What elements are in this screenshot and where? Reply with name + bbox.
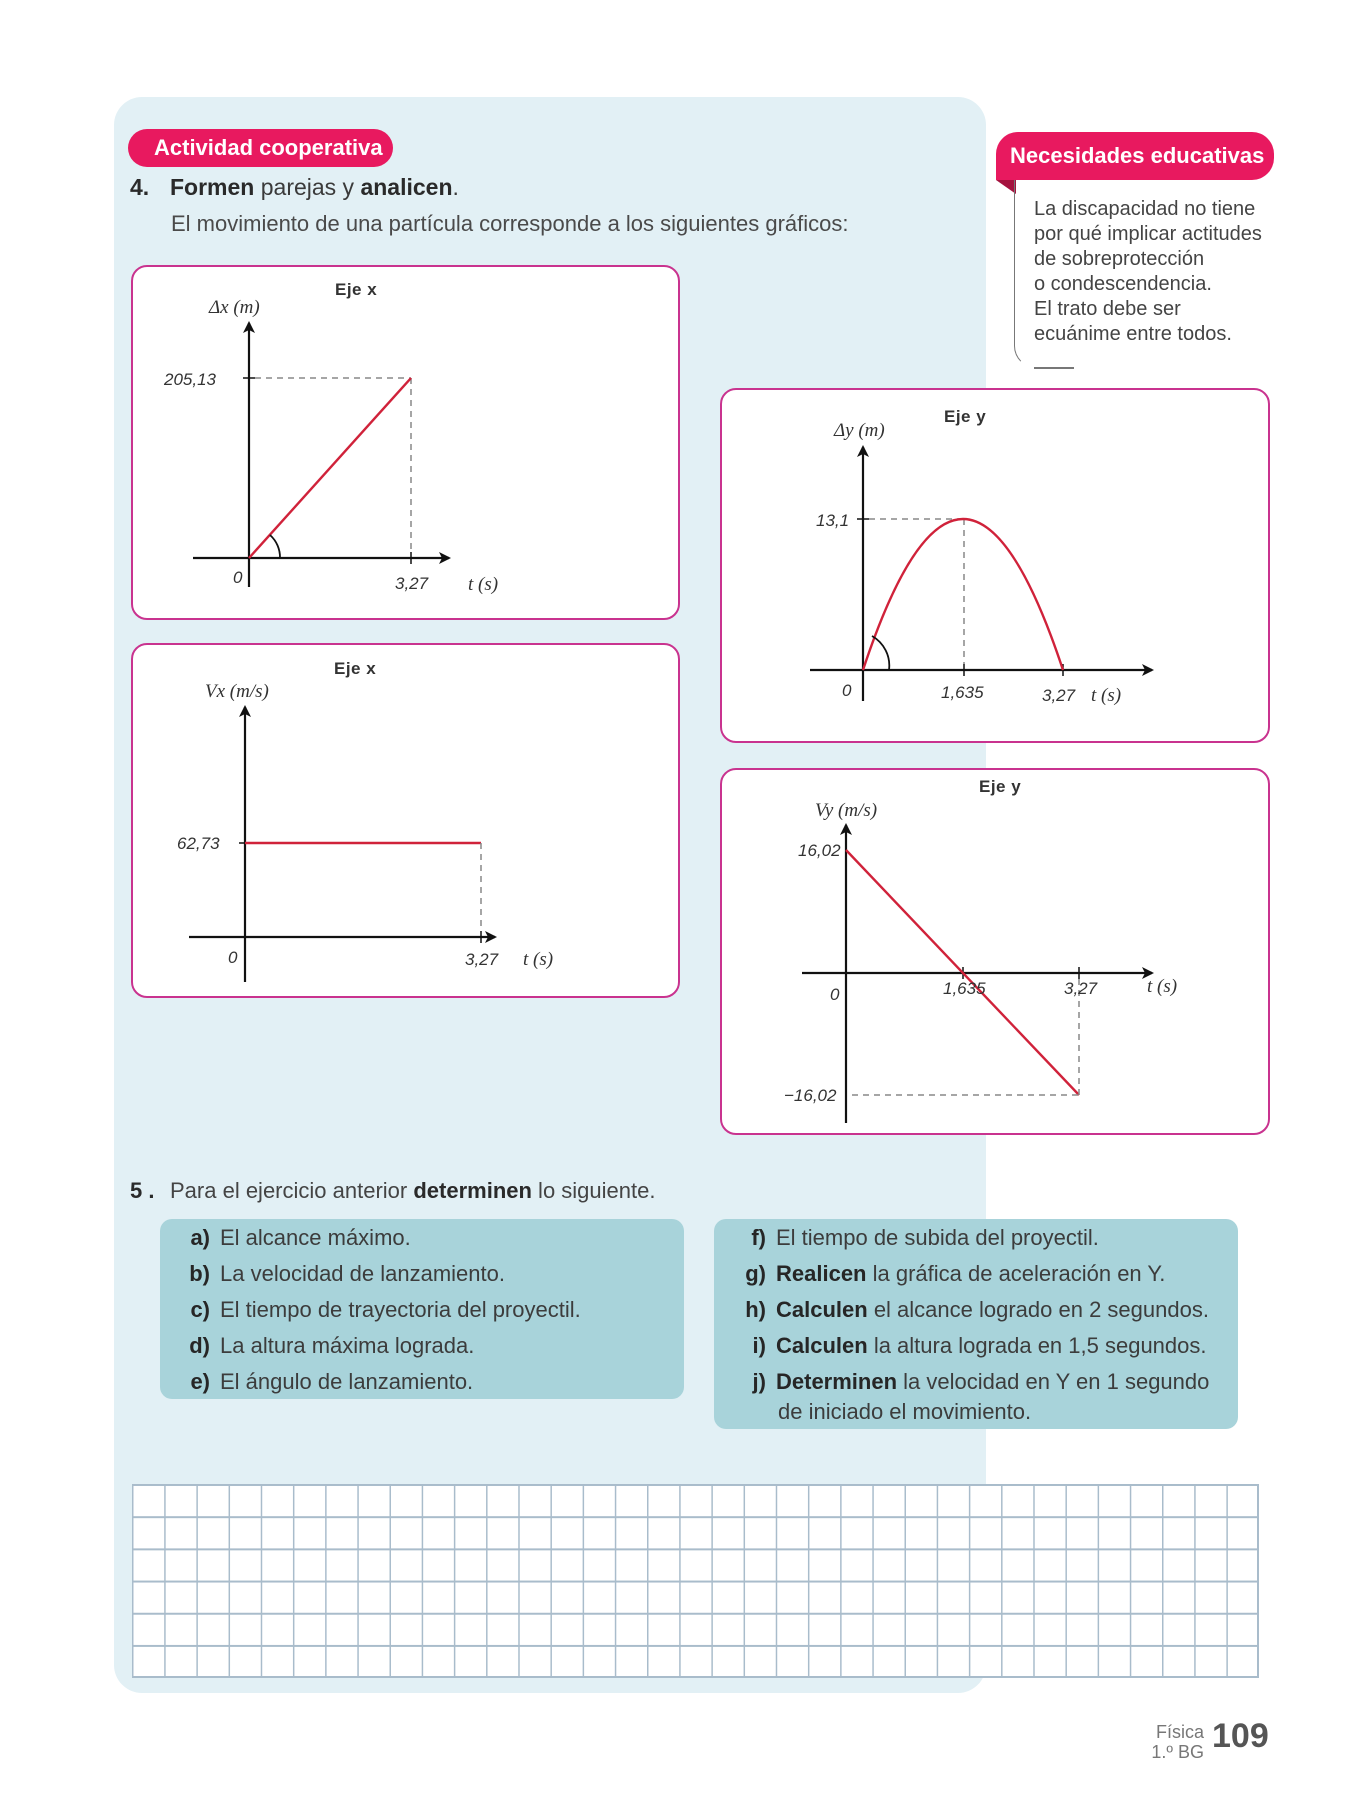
origin-label: 0: [228, 948, 238, 967]
task-list-left: [160, 1219, 684, 1399]
chart-title: Eje y: [979, 777, 1022, 796]
task-list-right: [714, 1219, 1238, 1429]
item-text: [776, 1225, 1099, 1251]
chart-svg: [722, 770, 1272, 1137]
instruction-text: parejas y: [254, 174, 361, 200]
needs-line: o condescendencia.: [1034, 273, 1212, 295]
chart-svg: [133, 645, 682, 1000]
answer-grid[interactable]: [132, 1484, 1259, 1678]
item-text: [776, 1369, 1209, 1395]
y-tick-neg-label: −16,02: [784, 1086, 837, 1105]
chart-displacement-x: [131, 265, 680, 620]
instruction-verb: Formen: [170, 174, 255, 200]
x-axis-label: t (s): [1091, 685, 1122, 706]
x-tick-label: 3,27: [1064, 979, 1098, 998]
y-tick-label: 13,1: [816, 511, 850, 530]
x-axis-label: t (s): [1147, 976, 1178, 997]
instruction-text: Para el ejercicio anterior: [170, 1178, 414, 1203]
item-label: f): [751, 1225, 766, 1250]
bracket-underline: [1034, 367, 1074, 369]
chart-title: Eje x: [334, 659, 377, 678]
y-tick-label: 16,02: [798, 841, 841, 860]
subject-label: Física: [1155, 1722, 1204, 1742]
item-text-rest: la gráfica de aceleración en Y.: [866, 1261, 1166, 1286]
item-text: La altura máxima lograda.: [220, 1333, 475, 1358]
badge-fold: [996, 180, 1016, 194]
item-text: [776, 1261, 1165, 1287]
instruction-text: .: [452, 174, 459, 200]
item-text-rest: El tiempo de subida del proyectil.: [776, 1225, 1099, 1250]
item-label: b): [189, 1261, 210, 1286]
item-text-rest: la velocidad en Y en 1 segundo: [897, 1369, 1210, 1394]
item-label: e): [190, 1369, 210, 1394]
item-label: h): [745, 1297, 766, 1322]
y-axis-label: Vy (m/s): [815, 800, 878, 821]
item-label: g): [745, 1261, 766, 1286]
question-number: 4.: [130, 174, 150, 200]
item-text-rest: el alcance logrado en 2 segundos.: [867, 1297, 1209, 1322]
item-text: El ángulo de lanzamiento.: [220, 1369, 474, 1394]
x-tick-label: 3,27: [395, 574, 429, 593]
footer-subject: [1130, 1722, 1204, 1762]
x-tick-mid-label: 1,635: [941, 683, 984, 702]
needs-line: El trato debe ser: [1034, 298, 1181, 320]
needs-line: por qué implicar actitudes: [1034, 223, 1262, 245]
origin-label: 0: [842, 681, 852, 700]
chart-title: Eje y: [944, 407, 987, 426]
x-tick-label: 3,27: [1042, 686, 1076, 705]
item-label: a): [190, 1225, 210, 1250]
question-5-heading: [130, 1178, 655, 1204]
item-text: El alcance máximo.: [220, 1225, 411, 1250]
chart-svg: [722, 390, 1272, 745]
needs-line: La discapacidad no tiene: [1034, 198, 1256, 220]
y-axis-label: Δx (m): [209, 297, 260, 318]
chart-velocity-x: [131, 643, 680, 998]
x-tick-mid-label: 1,635: [943, 979, 986, 998]
y-axis-label: Vx (m/s): [205, 681, 269, 702]
item-text: de iniciado el movimiento.: [778, 1399, 1032, 1424]
item-verb: Calculen: [776, 1333, 868, 1358]
chart-displacement-y: [720, 388, 1270, 743]
item-label: d): [189, 1333, 210, 1358]
chart-velocity-y: [720, 768, 1270, 1135]
item-verb: Realicen: [776, 1261, 867, 1286]
x-axis-label: t (s): [468, 574, 499, 595]
special-needs-badge: Necesidades educativas: [996, 132, 1274, 180]
y-axis-label: Δy (m): [834, 420, 885, 441]
item-label: i): [752, 1333, 766, 1358]
item-text: La velocidad de lanzamiento.: [220, 1261, 505, 1286]
activity-badge: Actividad cooperativa: [128, 129, 393, 167]
question-number: 5 .: [130, 1178, 155, 1203]
origin-label: 0: [233, 568, 243, 587]
x-axis-label: t (s): [523, 949, 554, 970]
special-needs-text: [1034, 197, 1279, 347]
item-label: c): [190, 1297, 210, 1322]
chart-svg: [133, 267, 682, 622]
item-text: [776, 1297, 1209, 1323]
needs-line: ecuánime entre todos.: [1034, 323, 1232, 345]
grade-label: 1.º BG: [1151, 1742, 1204, 1762]
instruction-verb: determinen: [413, 1178, 532, 1203]
y-tick-label: 62,73: [177, 834, 220, 853]
page-number: 109: [1212, 1717, 1269, 1755]
item-text: El tiempo de trayectoria del proyectil.: [220, 1297, 581, 1322]
needs-line: de sobreprotección: [1034, 248, 1205, 270]
item-verb: Determinen: [776, 1369, 898, 1394]
item-verb: Calculen: [776, 1297, 868, 1322]
item-label: j): [752, 1369, 766, 1394]
y-tick-label: 205,13: [164, 370, 216, 389]
instruction-text: lo siguiente.: [531, 1178, 656, 1203]
question-4-description: El movimiento de una partícula corresponde a los siguientes gráficos:: [171, 211, 849, 236]
chart-title: Eje x: [335, 280, 378, 299]
x-tick-label: 3,27: [465, 950, 499, 969]
origin-label: 0: [830, 985, 840, 1004]
instruction-verb: analicen: [360, 174, 453, 200]
item-text: [776, 1333, 1207, 1359]
item-text-rest: la altura lograda en 1,5 segundos.: [867, 1333, 1207, 1358]
question-4-heading: [130, 174, 459, 201]
